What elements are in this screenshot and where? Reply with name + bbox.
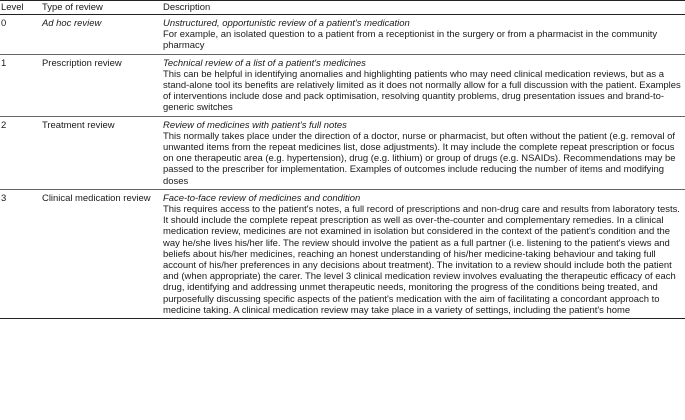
row-type: Treatment review <box>37 116 160 189</box>
row-description-body: For example, an isolated question to a patient from a receptionist in the surgery or from a pharmacist in the community pharmacy <box>163 29 658 52</box>
row-level: 2 <box>0 116 37 189</box>
header-description: Description <box>160 1 685 15</box>
row-level: 1 <box>0 54 37 116</box>
row-level: 0 <box>0 15 37 55</box>
table-header-row <box>0 1 685 15</box>
table-row <box>0 189 685 318</box>
row-description <box>160 54 685 116</box>
row-type: Ad hoc review <box>42 18 102 29</box>
header-level: Level <box>0 1 37 15</box>
row-level: 3 <box>0 189 37 318</box>
row-description-body: This normally takes place under the direction of a doctor, nurse or pharmacist, but often without the patient (e.g. removal of unwanted items from the repeat medicines list, dose adjustments). It may include the complete repeat prescription or focus on one therapeutic area (e.g. hypertension), drug (e.g. lithium) or group of drugs (e.g. NSAIDs). Recommendations may be passed to the prescriber for implementation. Examples of outcomes include reducing the number of items and modifying doses <box>163 130 676 187</box>
row-type: Clinical medication review <box>37 189 160 318</box>
row-type-cell <box>37 15 160 55</box>
row-description-lead: Unstructured, opportunistic review of a patient's medication <box>163 18 410 29</box>
row-description <box>160 15 685 55</box>
row-description-lead: Face-to-face review of medicines and condition <box>163 192 361 204</box>
row-description-body: This can be helpful in identifying anomalies and highlighting patients who may need clinical medication reviews, but as a stand-alone tool its benefits are relatively limited as it does not normally allow for a full discussion with the patient. Examples of interventions include dose and pack optimisation, resolving quantity problems, drug presentation issues and brand-to-generic switches <box>163 68 681 114</box>
table-row <box>0 15 685 55</box>
row-description-lead: Review of medicines with patient's full notes <box>163 119 347 131</box>
row-description <box>160 116 685 189</box>
table-row <box>0 54 685 116</box>
header-type-of-review: Type of review <box>37 1 160 15</box>
row-description-body: This requires access to the patient's notes, a full record of prescriptions and non-drug care and results from laboratory tests. It should include the complete repeat prescription as well as over-the-counter and complementary remedies. In a clinical medication review, medicines are not examined in isolation but considered in the context of the patient's condition and the way he/she lives his/her life. The review should involve the patient as a full partner (i.e. listening to the patient's views and beliefs about his/her medicines, reaching an honest understanding of his/her medicine-taking behaviour and taking full account of his/her preferences in any decisions about treatment). The invitation to a review should include both the patient and (when appropriate) the carer. The level 3 clinical medication review involves evaluating the therapeutic efficacy of each drug, identifying and addressing unmet therapeutic needs, monitoring the progress of the conditions being treated, and purposefully discussing specific aspects of the patient's medication with the aim of facilitating a concordant approach to medicine taking. A clinical medication review may take place in a variety of settings, including the patient's home <box>163 204 680 316</box>
row-type: Prescription review <box>37 54 160 116</box>
row-description-lead: Technical review of a list of a patient's medicines <box>163 57 366 69</box>
row-description <box>160 189 685 318</box>
table-row <box>0 116 685 189</box>
